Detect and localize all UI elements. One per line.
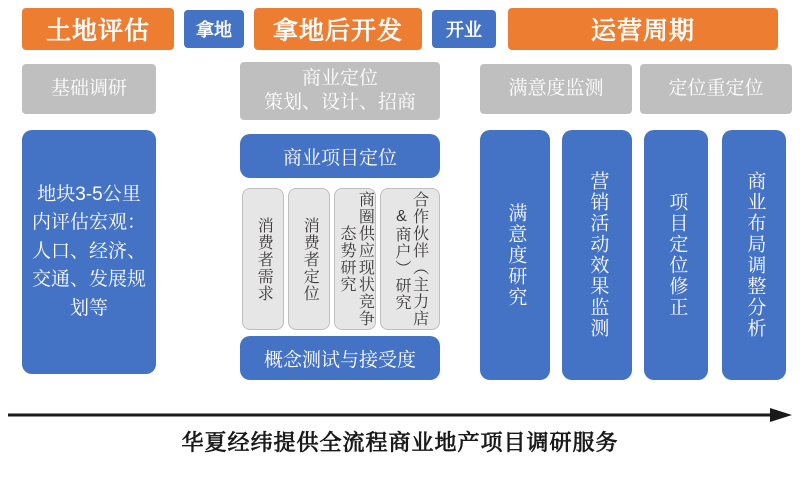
phase-land-evaluation	[22, 8, 174, 50]
block-project-positioning-label: 商业项目定位	[282, 147, 397, 169]
phase-open-label: 开业	[446, 20, 482, 40]
header-commercial-positioning-line2: 策划、设计、招商	[263, 92, 416, 113]
header-satisfaction-monitoring	[480, 64, 632, 114]
phase-operate-label: 运营周期	[590, 17, 695, 45]
pillar-marketing-effect-monitoring	[562, 130, 632, 380]
header-commercial-positioning	[240, 62, 440, 120]
phase-operating-cycle	[508, 8, 778, 50]
card-consumer-demand-label: 消费者需求	[255, 216, 273, 302]
pillar-satisfaction-study-label: 满意度研究	[505, 202, 527, 308]
pillar-positioning-revision	[644, 130, 708, 380]
header-commercial-positioning-line1: 商业定位	[301, 68, 378, 90]
phase-post-acquisition-development	[254, 8, 422, 50]
card-consumer-positioning-label: 消费者定位	[301, 216, 319, 302]
pillar-marketing-effect-monitoring-label: 营销活动效果监测	[587, 171, 609, 339]
pillar-layout-adjustment-analysis	[722, 130, 786, 380]
block-macro-evaluation-label: 地块3-5公里内评估宏观：人口、经济、交通、发展规划等	[31, 183, 146, 319]
card-partner-research-label: 合作伙伴（主力店&商户）研究	[393, 191, 428, 327]
block-macro-evaluation	[22, 130, 156, 374]
card-partner-research	[380, 188, 440, 330]
pillar-layout-adjustment-analysis-label: 商业布局调整分析	[744, 171, 766, 339]
pillar-positioning-revision-label: 项目定位修正	[666, 192, 688, 318]
card-consumer-positioning	[288, 188, 330, 330]
phase-land-acquisition	[184, 10, 244, 48]
header-basic-research	[22, 64, 156, 114]
header-repositioning-label: 定位重定位	[668, 78, 764, 100]
footer-caption: 华夏经纬提供全流程商业地产项目调研服务	[181, 430, 619, 455]
header-basic-research-label: 基础调研	[50, 78, 127, 100]
card-trade-area-supply-label: 商圈供应现状竞争态势研究	[338, 191, 374, 327]
header-repositioning	[640, 64, 792, 114]
pillar-satisfaction-study	[480, 130, 550, 380]
block-project-positioning	[240, 134, 440, 178]
phase-land-label: 土地评估	[45, 17, 150, 45]
phase-develop-label: 拿地后开发	[272, 17, 403, 45]
block-concept-test	[240, 336, 440, 380]
card-consumer-demand	[242, 188, 284, 330]
header-satisfaction-label: 满意度监测	[508, 78, 604, 100]
right-arrow-icon	[8, 408, 792, 422]
block-concept-test-label: 概念测试与接受度	[263, 349, 416, 371]
phase-acquire-label: 拿地	[196, 20, 232, 40]
card-trade-area-supply	[334, 188, 376, 330]
phase-opening	[432, 10, 496, 48]
